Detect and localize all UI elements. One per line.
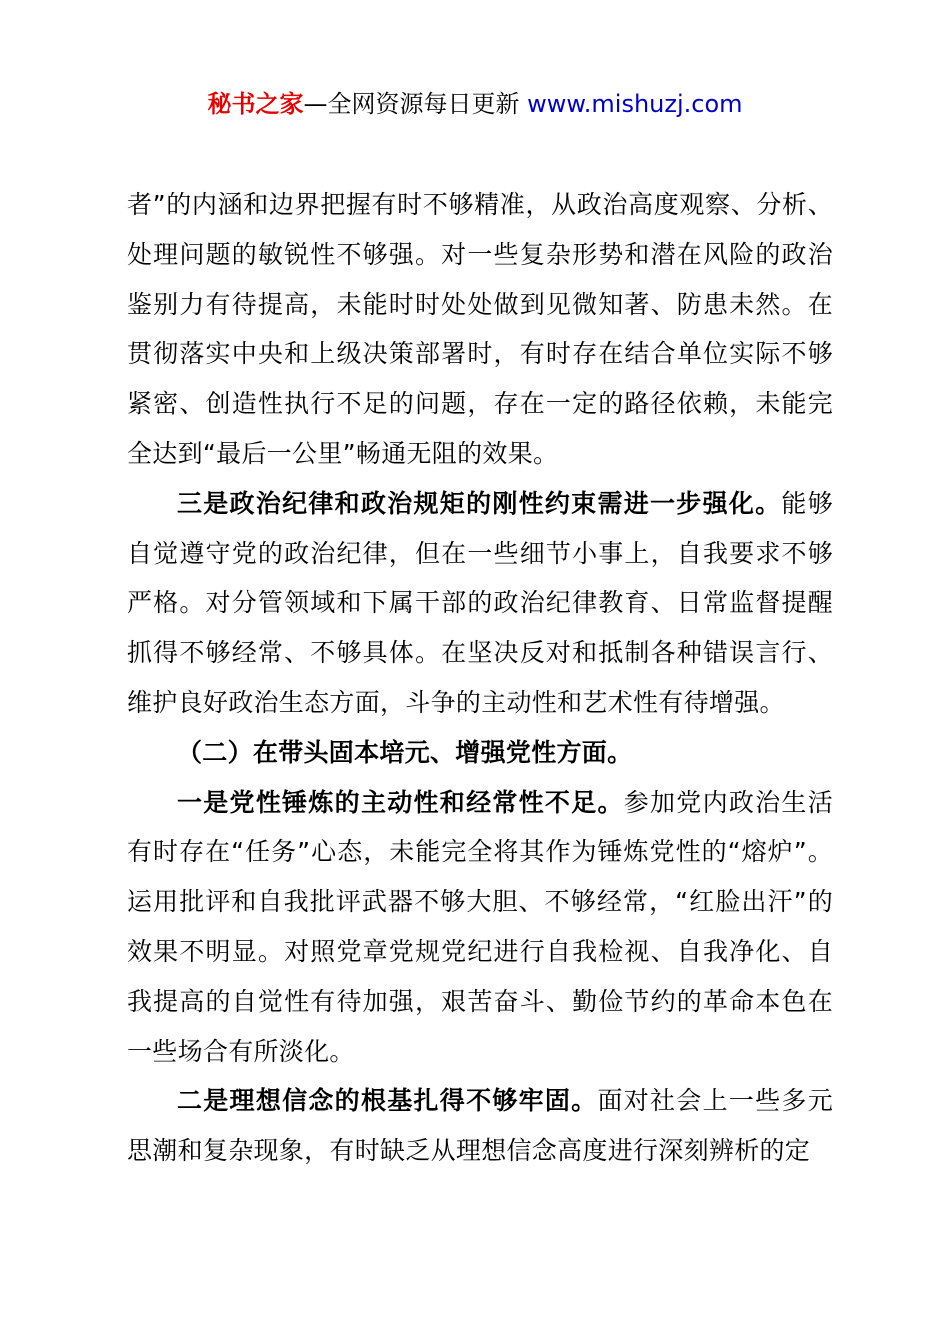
site-url-link[interactable]: www.mishuzj.com: [527, 90, 743, 118]
brand-name: 秘书之家: [207, 90, 304, 118]
paragraph-lead: 三是政治纪律和政治规矩的刚性约束需进一步强化。: [177, 488, 782, 518]
paragraph-text: 参加党内政治生活有时存在“任务”心态，未能完全将其作为锤炼党性的“熔炉”。运用批评和自我批评武器不够大胆、不够经常，“红脸出汗”的效果不明显。对照党章党规党纪进行自我检视、自我净化、自我提高的自觉性有待加强，艰苦奋斗、勤俭节约的革命本色在一些场合有所淡化。: [127, 787, 834, 1066]
paragraph-text: 面对社会上一些多元思潮和复杂现象，有时缺乏从理想信念高度进行深刻辨析的定: [127, 1086, 833, 1166]
paragraph-lead: 二是理想信念的根基扎得不够牢固。: [177, 1086, 598, 1116]
section-heading: （二）在带头固本培元、增强党性方面。: [177, 737, 633, 767]
header-tagline: —全网资源每日更新: [303, 90, 528, 118]
paragraph-text: 能够自觉遵守党的政治纪律，但在一些细节小事上，自我要求不够严格。对分管领域和下属干部的政治纪律教育、日常监督提醒抓得不够经常、不够具体。在坚决反对和抵制各种错误言行、维护良好政治生态方面，斗争的主动性和艺术性有待增强。: [127, 488, 834, 717]
paragraph-party-spirit: [127, 778, 833, 1077]
paragraph-lead: 一是党性锤炼的主动性和经常性不足。: [177, 787, 624, 817]
paragraph-continuation: 者”的内涵和边界把握有时不够精准，从政治高度观察、分析、处理问题的敏锐性不够强。对一些复杂形势和潜在风险的政治鉴别力有待提高，未能时时处处做到见微知著、防患未然。在贯彻落实中央和上级决策部署时，有时存在结合单位实际不够紧密、创造性执行不足的问题，存在一定的路径依赖，未能完全达到“最后一公里”畅通无阻的效果。: [127, 190, 833, 468]
paragraph-ideals-beliefs: [127, 1076, 833, 1176]
page-header: [0, 86, 950, 122]
document-body: [127, 180, 833, 1176]
paragraph-political-discipline: [127, 479, 833, 728]
